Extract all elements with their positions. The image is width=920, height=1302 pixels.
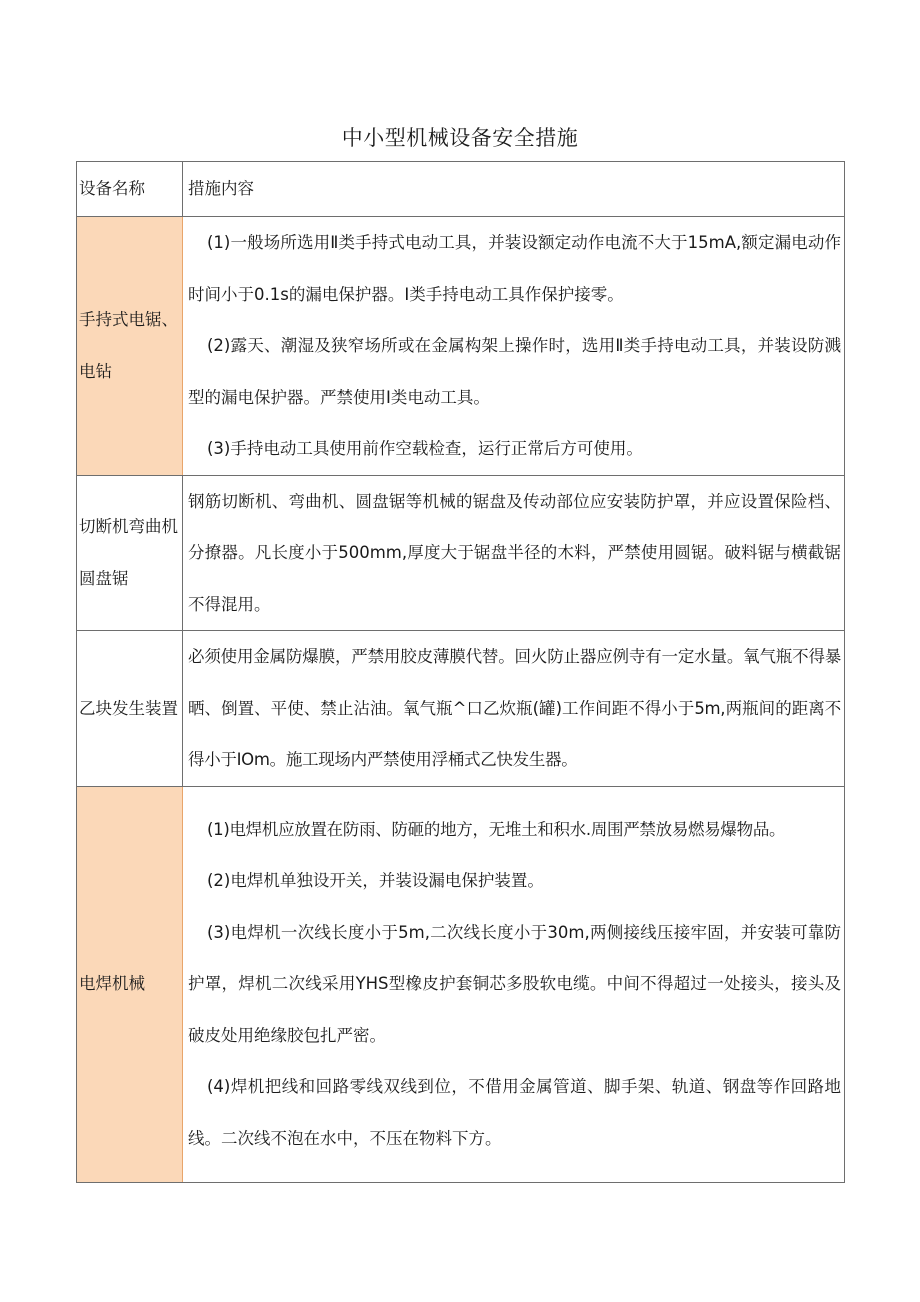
document-title: 中小型机械设备安全措施 [341, 126, 579, 150]
table-header-row [77, 162, 845, 217]
table-row [77, 217, 845, 476]
equipment-name-cell: 切断机弯曲机圆盘锯 [77, 475, 183, 631]
header-measure-content: 措施内容 [183, 162, 845, 217]
equipment-name-cell: 电焊机械 [77, 786, 183, 1182]
measure-content-cell [183, 631, 845, 787]
measure-paragraph: (1)电焊机应放置在防雨、防砸的地方，无堆土和积水.周围严禁放易燃易爆物品。 [207, 819, 786, 839]
measure-content-cell [183, 217, 845, 476]
measure-paragraph: (3)电焊机一次线长度小于5m,二次线长度小于30m,两侧接线压接牢固，并安装可靠防护罩，焊机二次线采用YHS型橡皮护套铜芯多股软电缆。中间不得超过一处接头，接头及破皮处用绝缘胶包扎严密。 [188, 922, 841, 1045]
measure-paragraph: (2)露天、潮湿及狭窄场所或在金属构架上操作时，选用Ⅱ类手持电动工具，并装设防溅型的漏电保护器。严禁使用I类电动工具。 [188, 336, 841, 407]
measure-content-cell [183, 786, 845, 1182]
header-equipment-name: 设备名称 [77, 162, 183, 217]
measure-paragraph: 必须使用金属防爆膜，严禁用胶皮薄膜代替。回火防止器应例寺有一定水量。氧气瓶不得暴晒、倒置、平使、禁止沾油。氧气瓶^口乙炊瓶(罐)工作间距不得小于5m,两瓶间的距离不得小于IOm。施工现场内严禁使用浮桶式乙快发生器。 [188, 647, 841, 769]
safety-measures-table [76, 161, 845, 1183]
equipment-name-cell: 乙块发生装置 [77, 631, 183, 787]
equipment-name-cell: 手持式电锯、电钻 [77, 217, 183, 476]
table-row [77, 631, 845, 787]
measure-paragraph: (2)电焊机单独设开关，并装设漏电保护装置。 [207, 871, 544, 891]
measure-paragraph: (3)手持电动工具使用前作空载检查，运行正常后方可使用。 [207, 439, 643, 458]
measure-content-cell [183, 475, 845, 631]
measure-paragraph: 钢筋切断机、弯曲机、圆盘锯等机械的锯盘及传动部位应安装防护罩，并应设置保险档、分撩器。凡长度小于500mm,厚度大于锯盘半径的木料，严禁使用圆锯。破料锯与横截锯不得混用。 [188, 491, 841, 614]
measure-paragraph: (4)焊机把线和回路零线双线到位，不借用金属管道、脚手架、轨道、钢盘等作回路地线。二次线不泡在水中，不压在物料下方。 [188, 1077, 841, 1148]
measure-paragraph: (1)一般场所选用Ⅱ类手持式电动工具，并装设额定动作电流不大于15mA,额定漏电动作时间小于0.1s的漏电保护器。I类手持电动工具作保护接零。 [188, 233, 841, 304]
table-row [77, 475, 845, 631]
table-row [77, 786, 845, 1182]
